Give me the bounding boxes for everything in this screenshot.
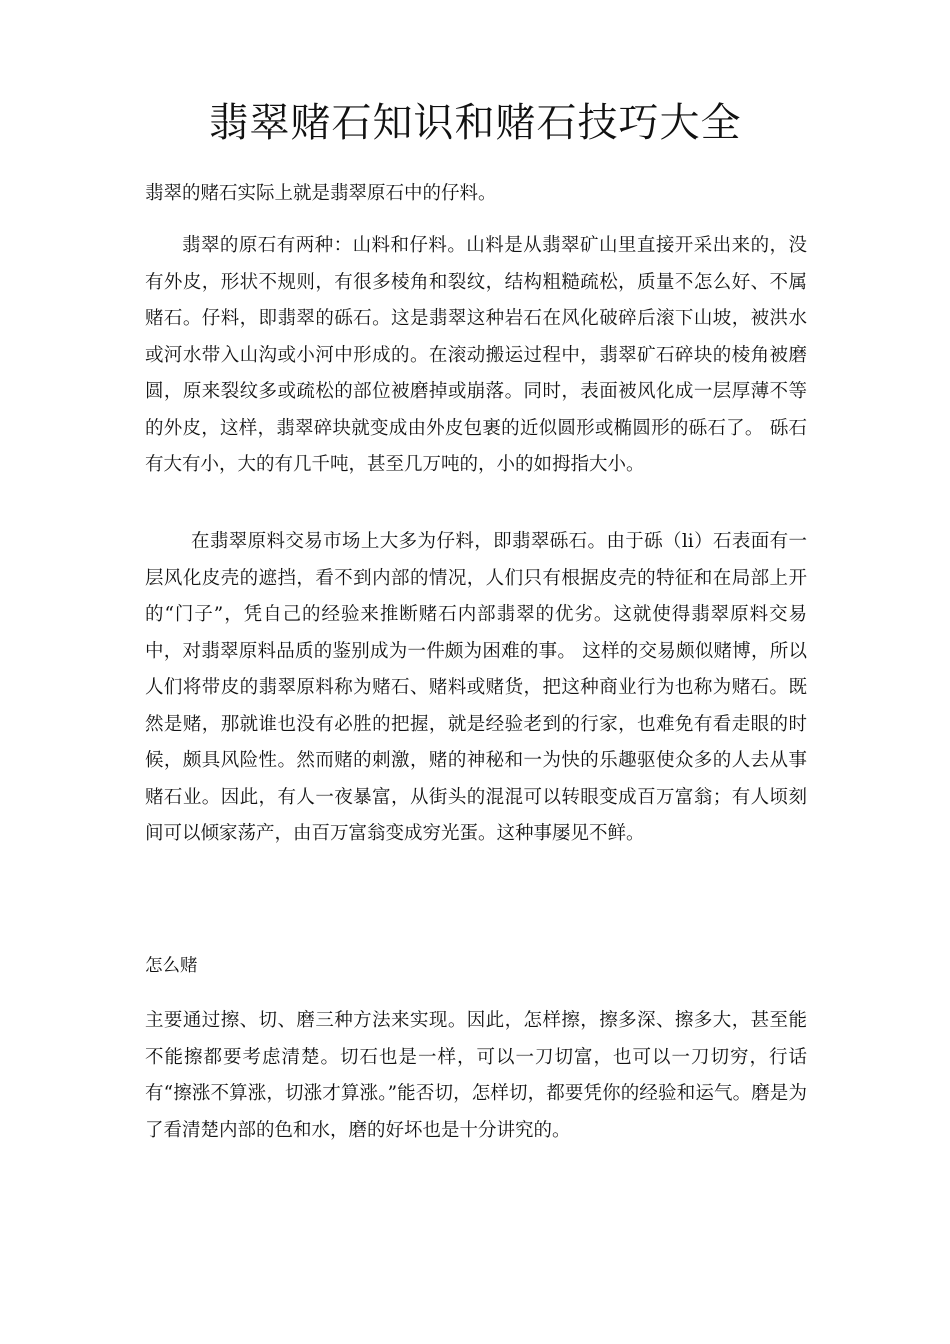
document-title: 翡翠赌石知识和赌石技巧大全 xyxy=(208,100,742,146)
paragraph-methods: 主要通过擦、切、磨三种方法来实现。因此，怎样擦，擦多深、擦多大，甚至能不能擦都要考虑清楚。切石也是一样，可以一刀切富，也可以一刀切穷，行话有“擦涨不算涨，切涨才算涨。”能否切，怎样切，都要凭你的经验和运气。磨是为了看清楚内部的色和水，磨的好坏也是十分讲究的。 xyxy=(145,1010,807,1141)
section-heading: 怎么赌 xyxy=(145,956,198,976)
intro-paragraph: 翡翠的赌石实际上就是翡翠原石中的仔料。 xyxy=(145,183,497,204)
paragraph-trading-market: 在翡翠原料交易市场上大多为仔料，即翡翠砾石。由于砾（li）石表面有一层风化皮壳的遮挡，看不到内部的情况，人们只有根据皮壳的特征和在局部上开的“门子”，凭自己的经验来推断赌石内部翡翠的优劣。这就使得翡翠原料交易中，对翡翠原料品质的鉴别成为一件颇为困难的事。 这样的交易颇似赌博，所以人们将带皮的翡翠原料称为赌石、赌料或赌货，把这种商业行为也称为赌石。既然是赌，那就谁也没有必胜的把握，就是经验老到的行家，也难免有看走眼的时候，颇具风险性。然而赌的刺激，赌的神秘和一为快的乐趣驱使众多的人去从事赌石业。因此，有人一夜暴富，从街头的混混可以转眼变成百万富翁；有人顷刻间可以倾家荡产，由百万富翁变成穷光蛋。这种事屡见不鲜。 xyxy=(145,531,807,844)
paragraph-raw-stone-types: 翡翠的原石有两种：山料和仔料。山料是从翡翠矿山里直接开采出来的，没有外皮，形状不规则，有很多棱角和裂纹，结构粗糙疏松，质量不怎么好、不属赌石。仔料，即翡翠的砾石。这是翡翠这种岩石在风化破碎后滚下山坡，被洪水或河水带入山沟或小河中形成的。在滚动搬运过程中，翡翠矿石碎块的棱角被磨圆，原来裂纹多或疏松的部位被磨掉或崩落。同时，表面被风化成一层厚薄不等的外皮，这样，翡翠碎块就变成由外皮包裹的近似圆形或椭圆形的砾石了。 砾石有大有小，大的有几千吨，甚至几万吨的，小的如拇指大小。 xyxy=(145,235,807,475)
